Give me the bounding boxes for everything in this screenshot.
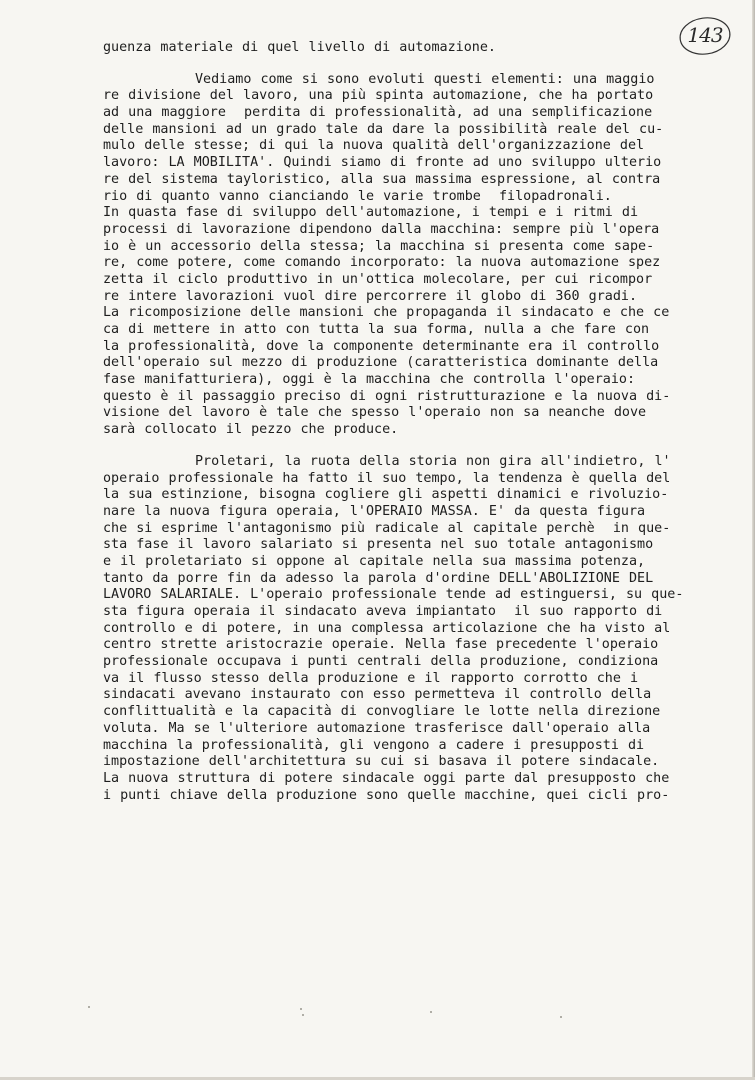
typewritten-body — [103, 40, 748, 804]
speck — [430, 1011, 432, 1013]
text-line: controllo e di potere, in una complessa articolazione che ha visto al — [103, 620, 671, 636]
text-line: la sua estinzione, bisogna cogliere gli aspetti dinamici e rivoluzio- — [103, 487, 669, 503]
text-line: visione del lavoro è tale che spesso l'operaio non sa neanche dove — [103, 405, 647, 421]
text-line: La nuova struttura di potere sindacale oggi parte dal presupposto che — [103, 770, 670, 786]
text-line: i punti chiave della produzione sono quelle macchine, quei cicli pro- — [103, 787, 670, 803]
text-line: re del sistema tayloristico, alla sua massima espressione, al contra — [103, 171, 661, 187]
text-line: La ricomposizione delle mansioni che propaganda il sindacato e che ce — [103, 305, 670, 321]
text-line: delle mansioni ad un grado tale da dare la possibilità reale del cu- — [103, 121, 664, 137]
text-line: lavoro: LA MOBILITA'. Quindi siamo di fronte ad uno sviluppo ulterio — [103, 155, 662, 171]
text-line: questo è il passaggio preciso di ogni ristrutturazione e la nuova di- — [103, 388, 671, 404]
speck — [300, 1008, 302, 1010]
text-line: LAVORO SALARIALE. L'operaio professionale tende ad estinguersi, su que- — [103, 587, 684, 603]
text-line: Proletari, la ruota della storia non gira all'indietro, l' — [195, 453, 671, 469]
text-line: Vediamo come si sono evoluti questi elementi: una maggio — [195, 71, 655, 87]
text-line: voluta. Ma se l'ulteriore automazione trasferisce dall'operaio alla — [103, 720, 651, 736]
text-line: tanto da porre fin da adesso la parola d'ordine DELL'ABOLIZIONE DEL — [103, 570, 654, 586]
text-line: mulo delle stesse; di qui la nuova qualità dell'organizzazione del — [103, 138, 645, 154]
text-line: macchina la professionalità, gli vengono a cadere i presupposti di — [103, 737, 645, 753]
text-line: professionale occupava i punti centrali della produzione, condiziona — [103, 654, 659, 670]
paragraph-gap — [103, 57, 748, 72]
text-line: ca di mettere in atto con tutta la sua forma, nulla a che fare con — [103, 322, 650, 337]
paragraph-gap — [103, 439, 748, 454]
text-line: guenza materiale di quel livello di automazione. — [103, 40, 496, 55]
text-line: processi di lavorazione dipendono dalla macchina: sempre più l'opera — [103, 221, 660, 237]
text-line: che si esprime l'antagonismo più radicale al capitale perchè in que- — [103, 520, 671, 536]
text-line: rio di quanto vanno cianciando le varie trombe filopadronali. — [103, 188, 612, 204]
text-line: impostazione dell'architettura su cui si basava il potere sindacale. — [103, 754, 660, 770]
text-line: re divisione del lavoro, una più spinta automazione, che ha portato — [103, 88, 654, 104]
text-line: re, come potere, come comando incorporato: la nuova automazione spez — [103, 255, 661, 271]
text-line: zetta il ciclo produttivo in un'ottica molecolare, per cui ricompor — [103, 271, 653, 287]
text-line: sindacati avevano instaurato con esso permetteva il controllo della — [103, 687, 652, 703]
scan-specks — [0, 1002, 755, 1022]
text-line: sta figura operaia il sindacato aveva impiantato il suo rapporto di — [103, 604, 663, 619]
text-line: la professionalità, dove la componente determinante era il controllo — [103, 338, 660, 354]
text-line: e il proletariato si oppone al capitale nella sua massima potenza, — [103, 553, 646, 569]
text-line: sta fase il lavoro salariato si presenta nel suo totale antagonismo — [103, 537, 654, 553]
text-line: ad una maggiore perdita di professionalità, ad una semplificazione — [103, 105, 653, 121]
page-number: 143 — [687, 23, 723, 47]
text-line: re intere lavorazioni vuol dire percorrere il globo di 360 gradi. — [103, 288, 638, 304]
text-line: fase manifatturiera), oggi è la macchina che controlla l'operaio: — [103, 372, 636, 388]
text-line: In quasta fase di sviluppo dell'automazione, i tempi e i ritmi di — [103, 205, 639, 221]
text-line: conflittualità e la capacità di convogliare le lotte nella direzione — [103, 704, 661, 720]
speck — [560, 1016, 562, 1018]
text-line: operaio professionale ha fatto il suo tempo, la tendenza è quella del — [103, 470, 671, 486]
text-line: va il flusso stesso della produzione e il rapporto corrotto che i — [103, 670, 639, 686]
text-line: sarà collocato il pezzo che produce. — [103, 422, 399, 438]
text-line: nare la nuova figura operaia, l'OPERAIO MASSA. E' da questa figura — [103, 503, 646, 519]
text-line: dell'operaio sul mezzo di produzione (caratteristica dominante della — [103, 355, 659, 371]
speck — [302, 1014, 304, 1016]
speck — [88, 1006, 90, 1008]
text-line: io è un accessorio della stessa; la macchina si presenta come sape- — [103, 238, 655, 254]
text-line: centro strette aristocrazie operaie. Nella fase precedente l'operaio — [103, 637, 659, 653]
